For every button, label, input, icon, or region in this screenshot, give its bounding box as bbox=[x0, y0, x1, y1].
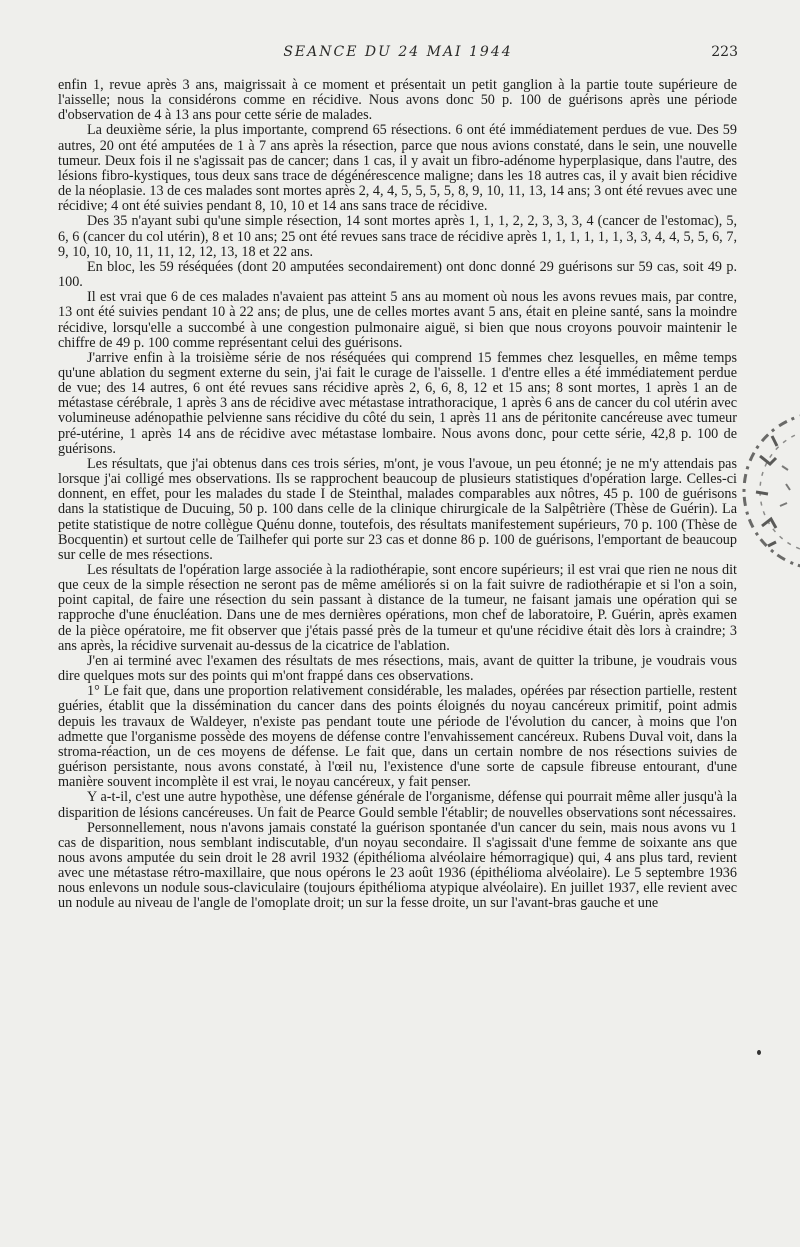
paragraph: Y a-t-il, c'est une autre hypothèse, une défense générale de l'organisme, défense qui pourrait même aller jusqu'à la disparition de lésions cancéreuses. Un fait de Pearce Gould semble l'établir; de nouvelles observations sont nécessaires. bbox=[58, 789, 737, 821]
page-header bbox=[58, 44, 738, 66]
print-speck bbox=[757, 1050, 761, 1055]
paragraph: 1° Le fait que, dans une proportion relativement considérable, les malades, opérées par résection partielle, restent guéries, établit que la dissémination du cancer dans des points éloignés du noyau cancéreux primitif, point admis depuis les travaux de Waldeyer, n'existe pas pendant toute une période de l'évolution du cancer, à moins que l'on admette que l'organisme possède des moyens de défense contre l'envahissement cancéreux. Rubens Duval voit, dans la stroma-réaction, un de ces moyens de défense. Le fait que, dans un certain nombre de nos résections suivies de guérison persistante, nous avons constaté, à l'œil nu, l'existence d'une sorte de capsule fibreuse entourant, d'une manière souvent incomplète il est vrai, le noyau cancéreux, y fait penser. bbox=[58, 683, 737, 791]
paragraph: Des 35 n'ayant subi qu'une simple résection, 14 sont mortes après 1, 1, 1, 2, 2, 3, 3, 3, 4 (cancer de l'estomac), 5, 6, 6 (cancer du col utérin), 8 et 10 ans; 25 ont été revues sans trace de récidive après 1, 1, 1, 1, 1, 1, 3, 3, 4, 4, 5, 5, 6, 7, 9, 10, 10, 10, 11, 11, 12, 12, 13, 18 et 22 ans. bbox=[58, 213, 737, 260]
paragraph: Les résultats, que j'ai obtenus dans ces trois séries, m'ont, je vous l'avoue, un peu étonné; je ne m'y attendais pas lorsque j'ai colligé mes observations. Ils se rapprochent beaucoup de plusieurs statistiques d'opération large. Celles-ci donnent, en effet, pour les malades du stade I de Steinthal, malades comparables aux nôtres, 45 p. 100 de guérisons dans la statistique de Ducuing, 50 p. 100 dans celle de la clinique chirurgicale de la Salpêtrière (Thèse de Guérin). La petite statistique de notre collègue Quénu donne, toutefois, des résultats manifestement supérieurs, 70 p. 100 (Thèse de Bocquentin) et surtout celle de Tailhefer qui porte sur 23 cas et donne 86 p. 100 de guérisons, l'emportant de beaucoup sur celle de mes résections. bbox=[58, 455, 737, 563]
paragraph: Il est vrai que 6 de ces malades n'avaient pas atteint 5 ans au moment où nous les avons revues mais, par contre, 13 ont été suivies pendant 10 à 22 ans; de plus, une de celles mortes avant 5 ans, était en pleine santé, sans la moindre récidive, lorsqu'elle a succombé à une congestion pulmonaire aiguë, si bien que nous croyons pouvoir maintenir le chiffre de 49 p. 100 comme représentant celui des guérisons. bbox=[58, 289, 737, 351]
library-stamp bbox=[742, 396, 800, 586]
paragraph: Les résultats de l'opération large associée à la radiothérapie, sont encore supérieurs; il est vrai que rien ne nous dit que ceux de la simple résection ne seront pas de même améliorés si on la fait suivre de radiothérapie et si l'on a soin, point capital, de faire une résection du sein passant à distance de la tumeur, ne faisant jamais une opération qui se rapproche d'une énucléation. Dans une de mes dernières opérations, mon chef de laboratoire, P. Guérin, après examen de la pièce opératoire, me fit observer que j'étais passé près de la tumeur et qu'une récidive était dès lors à craindre; 3 ans après, la récidive survenait au-dessus de la cicatrice de l'ablation. bbox=[58, 562, 737, 654]
article-body bbox=[58, 78, 737, 912]
paragraph: En bloc, les 59 réséquées (dont 20 amputées secondairement) ont donc donné 29 guérisons sur 59 cas, soit 49 p. 100. bbox=[58, 258, 737, 291]
paragraph: La deuxième série, la plus importante, comprend 65 résections. 6 ont été immédiatement perdues de vue. Des 59 autres, 20 ont été amputées de 1 à 7 ans après la résection, parce que nous avions constaté, dans le sein, une nouvelle tumeur. Deux fois il ne s'agissait pas de cancer; dans 1 cas, il y avait un fibro-adénome hyperplasique, dans l'autre, des lésions fibro-kystiques, tous deux sans trace de dégénérescence maligne; dans les 18 autres cas, il y avait bien récidive de la néoplasie. 13 de ces malades sont mortes après 2, 4, 4, 5, 5, 5, 5, 8, 9, 10, 11, 13, 14 ans; 3 ont été revues avec une récidive; 4 ont été suivies pendant 8, 10, 10 et 14 ans sans trace de récidive. bbox=[58, 122, 737, 215]
paragraph: J'en ai terminé avec l'examen des résultats de mes résections, mais, avant de quitter la tribune, je voudrais vous dire quelques mots sur des points qui m'ont frappé dans ces observations. bbox=[58, 652, 737, 685]
paragraph: Personnellement, nous n'avons jamais constaté la guérison spontanée d'un cancer du sein, mais nous avons vu 1 cas de disparition, nous semblant indiscutable, d'un noyau secondaire. Il s'agissait d'une femme de soixante ans que nous avons amputée du sein droit le 28 avril 1932 (épithélioma alvéolaire hémorragique) qui, 4 ans plus tard, revient avec une métastase rétro-maxillaire, que nous opérons le 23 août 1936 (épithélioma alvéolaire). Le 5 septembre 1936 nous enlevons un nodule sous-claviculaire (toujours épithélioma atypique alvéolaire). En juillet 1937, elle revient avec un nodule au niveau de l'angle de l'omoplate droit; un sur la fesse droite, un sur l'avant-bras gauche et une bbox=[58, 819, 737, 912]
running-title: SEANCE DU 24 MAI 1944 bbox=[283, 44, 513, 60]
paragraph: J'arrive enfin à la troisième série de nos réséquées qui comprend 15 femmes chez lesquelles, en même temps qu'une ablation du segment externe du sein, j'ai fait le curage de l'aisselle. 1 d'entre elles a été immédiatement perdue de vue; des 14 autres, 6 ont été revues sans récidive après 2, 6, 6, 8, 12 et 15 ans; 8 sont mortes, 1 après 1 an de métastase cérébrale, 1 après 3 ans de récidive avec métastase intrathoracique, 1 après 6 ans de cancer du col utérin avec volumineuse adénopathie pelvienne sans récidive du côté du sein, 1 après 11 ans de péritonite cancéreuse avec tumeur pré-utérine, 1 après 14 ans de récidive avec métastase lombaire. Nous avons donc, pour cette série, 42,8 p. 100 de guérisons. bbox=[58, 349, 737, 457]
paragraph: enfin 1, revue après 3 ans, maigrissait à ce moment et présentait un petit ganglion à la partie toute supérieure de l'aisselle; nous la considérons comme en récidive. Nous avons donc 50 p. 100 de guérisons après une période d'observation de 4 à 13 ans pour cette série de malades. bbox=[58, 77, 737, 124]
page-number: 223 bbox=[711, 44, 738, 60]
